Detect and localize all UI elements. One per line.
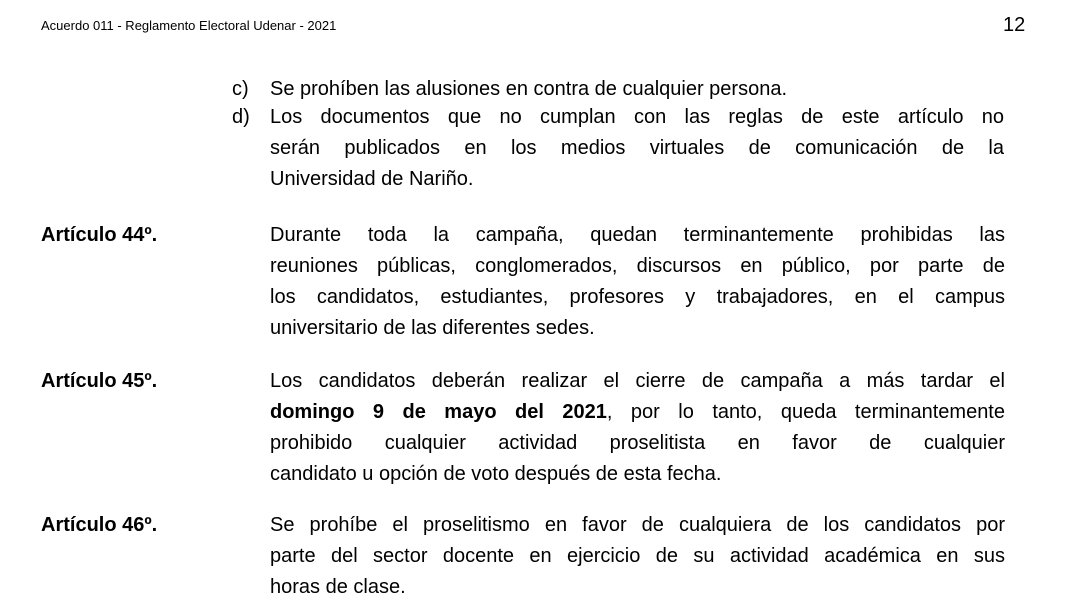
article-46-label: Artículo 46º.	[41, 514, 158, 536]
text-line: reuniones públicas, conglomerados, discursos en público, por parte de	[270, 255, 1005, 277]
article-46-body	[270, 510, 1005, 603]
list-item-d	[232, 102, 1004, 195]
page-number: 12	[1003, 14, 1026, 36]
list-marker: c)	[232, 78, 249, 100]
list-item-text	[270, 74, 1004, 105]
text-line: horas de clase.	[270, 576, 406, 598]
article-45-label: Artículo 45º.	[41, 370, 158, 392]
text-line: prohibido cualquier actividad proselitista en favor de cualquier	[270, 432, 1005, 454]
text-line: Durante toda la campaña, quedan terminantemente prohibidas las	[270, 224, 1005, 246]
text-fragment: , por lo tanto, queda terminantemente	[606, 401, 1005, 423]
article-44-label: Artículo 44º.	[41, 224, 158, 246]
bold-date: domingo 9 de mayo del 2021	[270, 401, 607, 423]
list-item-text	[270, 102, 1004, 195]
list-marker: d)	[232, 106, 250, 128]
article-45-body	[270, 366, 1005, 490]
text-line: los candidatos, estudiantes, profesores y trabajadores, en el campus	[270, 286, 1005, 308]
text-line: Se prohíbe el proselitismo en favor de cualquiera de los candidatos por	[270, 514, 1005, 536]
text-line: serán publicados en los medios virtuales de comunicación de la	[270, 137, 1004, 159]
text-line: candidato u opción de voto después de esta fecha.	[270, 463, 722, 485]
text-line: Universidad de Nariño.	[270, 168, 474, 190]
text-line: universitario de las diferentes sedes.	[270, 317, 595, 339]
text-line	[270, 397, 1005, 428]
document-title: Acuerdo 011 - Reglamento Electoral Udenar - 2021	[41, 18, 337, 33]
text-line: Los candidatos deberán realizar el cierre de campaña a más tardar el	[270, 370, 1005, 392]
list-item-c	[232, 74, 1004, 105]
text-line: Los documentos que no cumplan con las reglas de este artículo no	[270, 106, 1004, 128]
text-line: Se prohíben las alusiones en contra de cualquier persona.	[270, 78, 788, 100]
text-line: parte del sector docente en ejercicio de su actividad académica en sus	[270, 545, 1005, 567]
article-44-body	[270, 220, 1005, 344]
